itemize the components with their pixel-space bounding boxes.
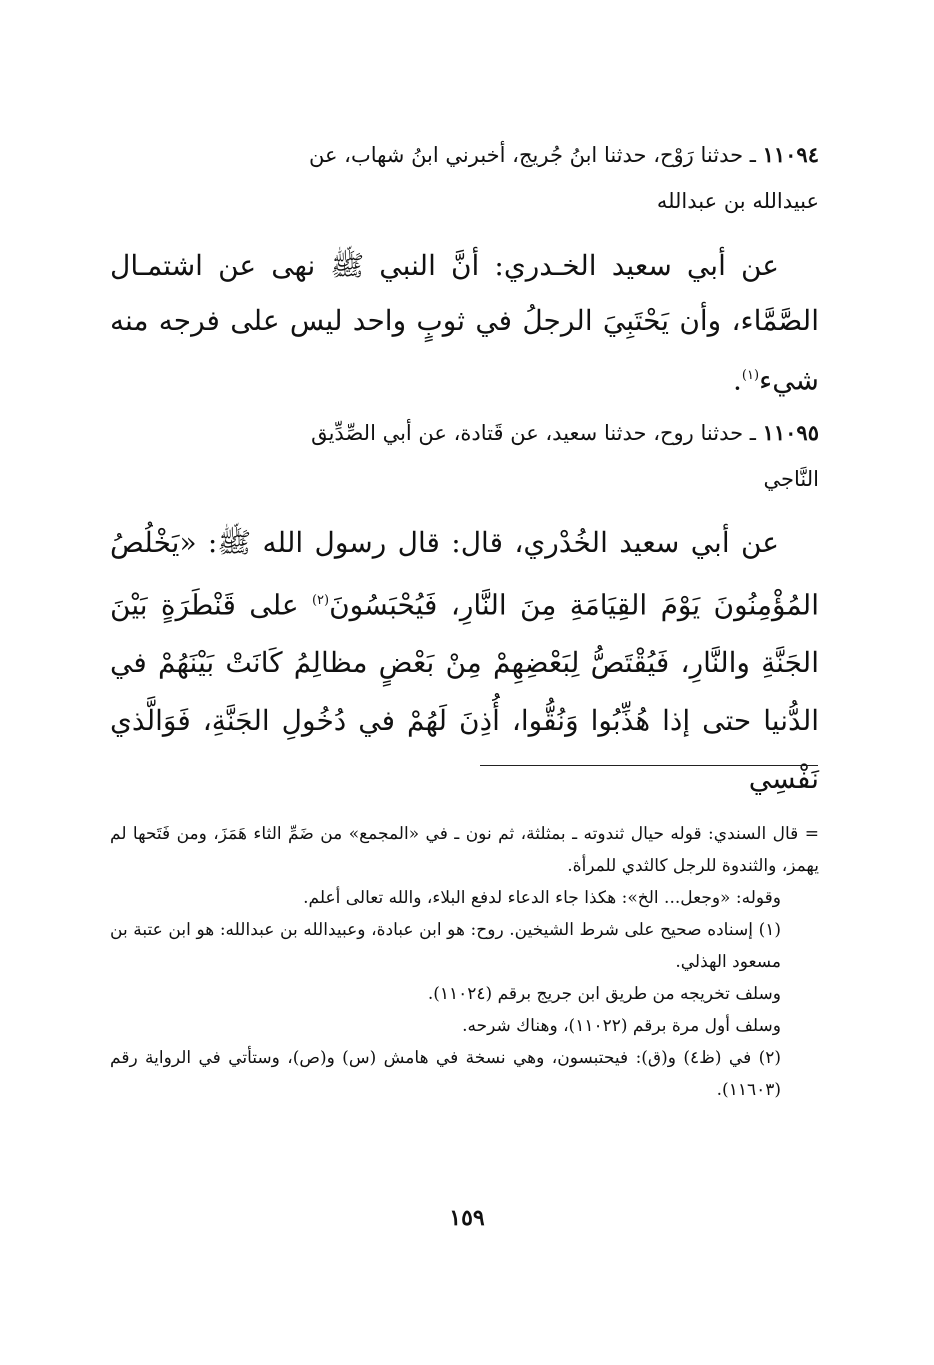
footnote-1: (١) إسناده صحيح على شرط الشيخين. روح: هو ابن عبادة، وعبيدالله بن عبدالله: هو ابن عتبة بن مسعود الهذلي. [110,920,781,972]
isnad-text-cont: عبيدالله بن عبدالله [656,189,819,213]
matn-text: عن أبي سعيد الخُدْري، قال: قال رسول الله ﷺ: «يَخْلُصُ المُؤْمِنُونَ يَوْمَ القِيَامَةِ مِنَ النَّارِ، فَيُحْبَسُونَ [110,526,819,622]
matn-end: . [732,363,742,397]
footnote-continuation: = قال السندي: قوله حيال ثندوته ـ بمثلثة، ثم نون ـ في «المجمع» من ضَمِّ الثاء هَمَزَ، ومن فَتَحها لم يهمز، والثندوة للرجل كالثدي للمرأة. [110,824,819,876]
footnote-ref-2: (٢) [311,593,330,608]
matn-text: عن أبي سعيد الخـدري: أنَّ النبي ﷺ نهى عن اشتمـال الصَّمَّاء، وأن يَحْتَبِيَ الرجلُ في ثوبٍ واحد ليس على فرجه منه شيء [110,249,819,397]
footnote-1-c: وسلف أول مرة برقم (١١٠٢٢)، وهناك شرحه. [462,1016,781,1036]
hadith-11095-isnad [110,410,819,502]
hadith-11094-isnad [110,132,819,224]
isnad-text: ـ حدثنا روح، حدثنا سعيد، عن قَتادة، عن أبي الصِّدِّيق [311,421,756,445]
footnote-1-b: وسلف تخريجه من طريق ابن جريج برقم (١١٠٢٤). [427,984,781,1004]
matn-text-cont: على قَنْطَرَةٍ بَيْنَ الجَنَّةِ والنَّارِ، فَيُقْتَصُّ لِبَعْضِهِمْ مِنْ بَعْضٍ مظالِمُ كَانَتْ بَيْنَهُمْ في الدُّنيا حتى إذا هُذِّبُوا وَنُقُّوا، أُذِنَ لَهُمْ في دُخُولِ الجَنَّةِ، فَوَالَّذي نَفْسِي [110,588,820,796]
hadith-number: ١١٠٩٤ [762,142,819,167]
footnotes [110,818,819,1106]
page-number: ١٥٩ [449,1205,485,1231]
hadith-number: ١١٠٩٥ [762,420,819,445]
footnote-separator [480,765,818,766]
isnad-text: ـ حدثنا رَوْح، حدثنا ابنُ جُريج، أخبرني ابنُ شهاب، عن [308,143,756,167]
footnote-2: (٢) في (ظ٤) و(ق): فيحتبسون، وهي نسخة في هامش (س) و(ص)، وستأتي في الرواية رقم (١١٦٠٣). [110,1048,782,1100]
hadith-11094-matn [110,238,819,407]
isnad-text-cont: النَّاجي [763,467,819,491]
footnote-continuation-2: وقوله: «وجعل... الخ»: هكذا جاء الدعاء لدفع البلاء، والله تعالى أعلم. [303,888,781,908]
footnote-ref-1: (١) [741,368,760,383]
